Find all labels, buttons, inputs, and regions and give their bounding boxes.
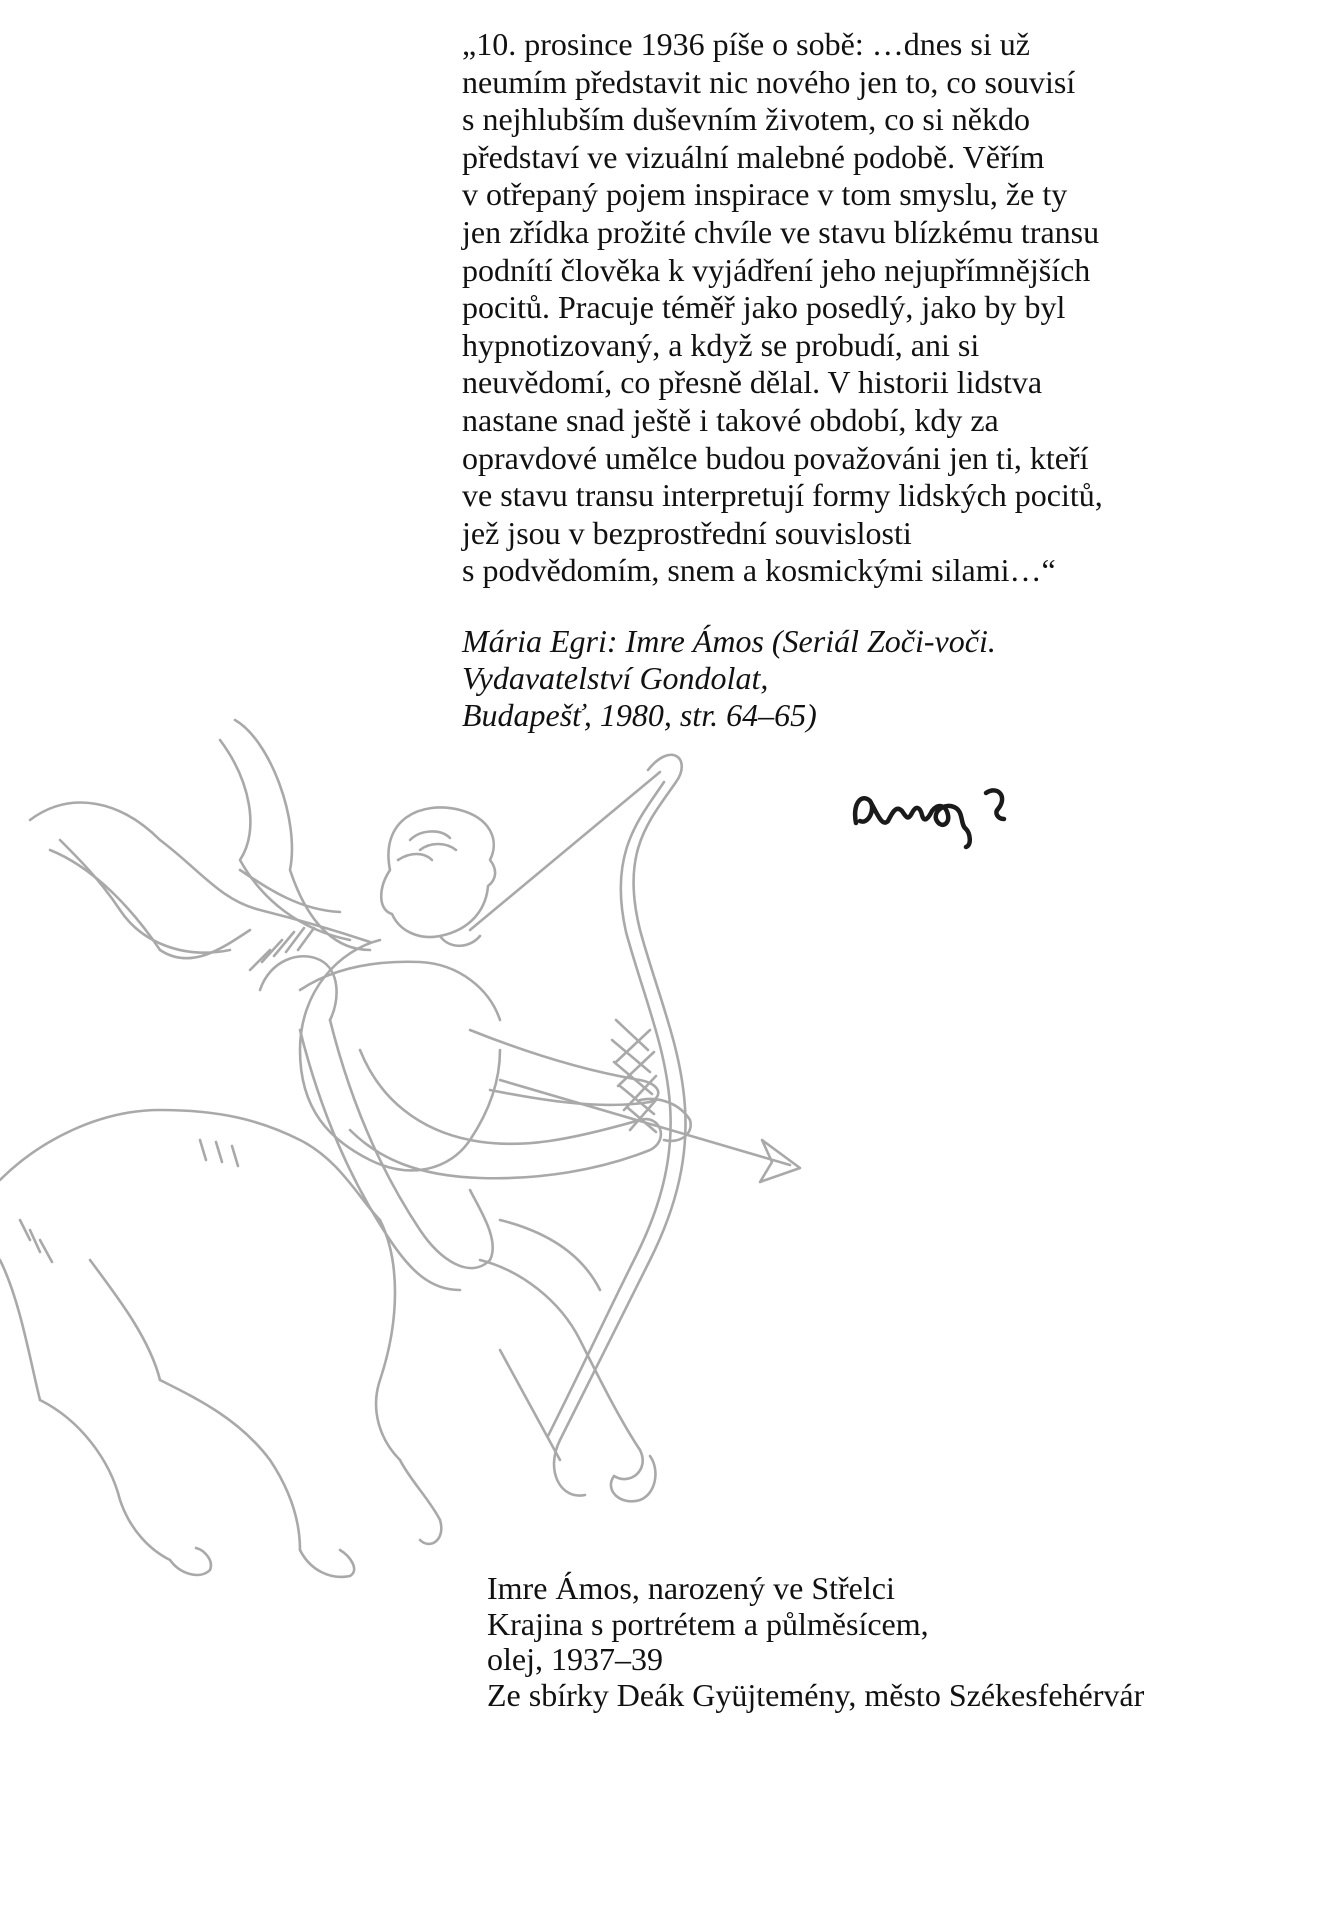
quote-line: jen zřídka prožité chvíle ve stavu blízkému transu <box>462 213 1100 250</box>
quote-line: nastane snad ještě i takové období, kdy za <box>462 401 999 438</box>
caption-line: Ze sbírky Deák Gyüjtemény, město Székesfehérvár <box>487 1676 1145 1713</box>
caption-line: Krajina s portrétem a půlměsícem, <box>487 1605 929 1642</box>
quote-line: hypnotizovaný, a když se probudí, ani si <box>462 326 980 363</box>
quote-line: opravdové umělce budou považováni jen ti, kteří <box>462 439 1089 476</box>
centaur-archer-illustration <box>0 700 820 1600</box>
quote-line: „10. prosince 1936 píše o sobě: …dnes si už <box>462 26 1030 62</box>
signature-image <box>848 775 1048 850</box>
artwork-caption <box>487 1571 1307 1713</box>
caption-line: olej, 1937–39 <box>487 1641 663 1677</box>
quote-line: podnítí člověka k vyjádření jeho nejupřímnějších <box>462 251 1091 288</box>
quote-line: ve stavu transu interpretují formy lidských pocitů, <box>462 477 1103 514</box>
citation-line: Mária Egri: Imre Ámos (Seriál Zoči-voči. <box>462 623 996 659</box>
quote-line: v otřepaný pojem inspirace v tom smyslu, že ty <box>462 176 1068 213</box>
quote-line: pocitů. Pracuje téměř jako posedlý, jako by byl <box>462 289 1066 326</box>
quote-text <box>462 26 1282 590</box>
quote-line: neumím představit nic nového jen to, co souvisí <box>462 63 1076 100</box>
quote-line: představí ve vizuální malebné podobě. Věřím <box>462 138 1045 175</box>
citation-line: Vydavatelství Gondolat, <box>462 660 769 696</box>
quote-line: jež jsou v bezprostřední souvislosti <box>462 514 912 551</box>
quote-line: s nejhlubším duševním životem, co si někdo <box>462 101 1030 138</box>
quote-line: neuvědomí, co přesně dělal. V historii lidstva <box>462 364 1043 401</box>
quote-line: s podvědomím, snem a kosmickými silami…“ <box>462 552 1056 589</box>
caption-line: Imre Ámos, narozený ve Střelci <box>487 1570 895 1606</box>
citation-line: Budapešť, 1980, str. 64–65) <box>462 697 817 733</box>
